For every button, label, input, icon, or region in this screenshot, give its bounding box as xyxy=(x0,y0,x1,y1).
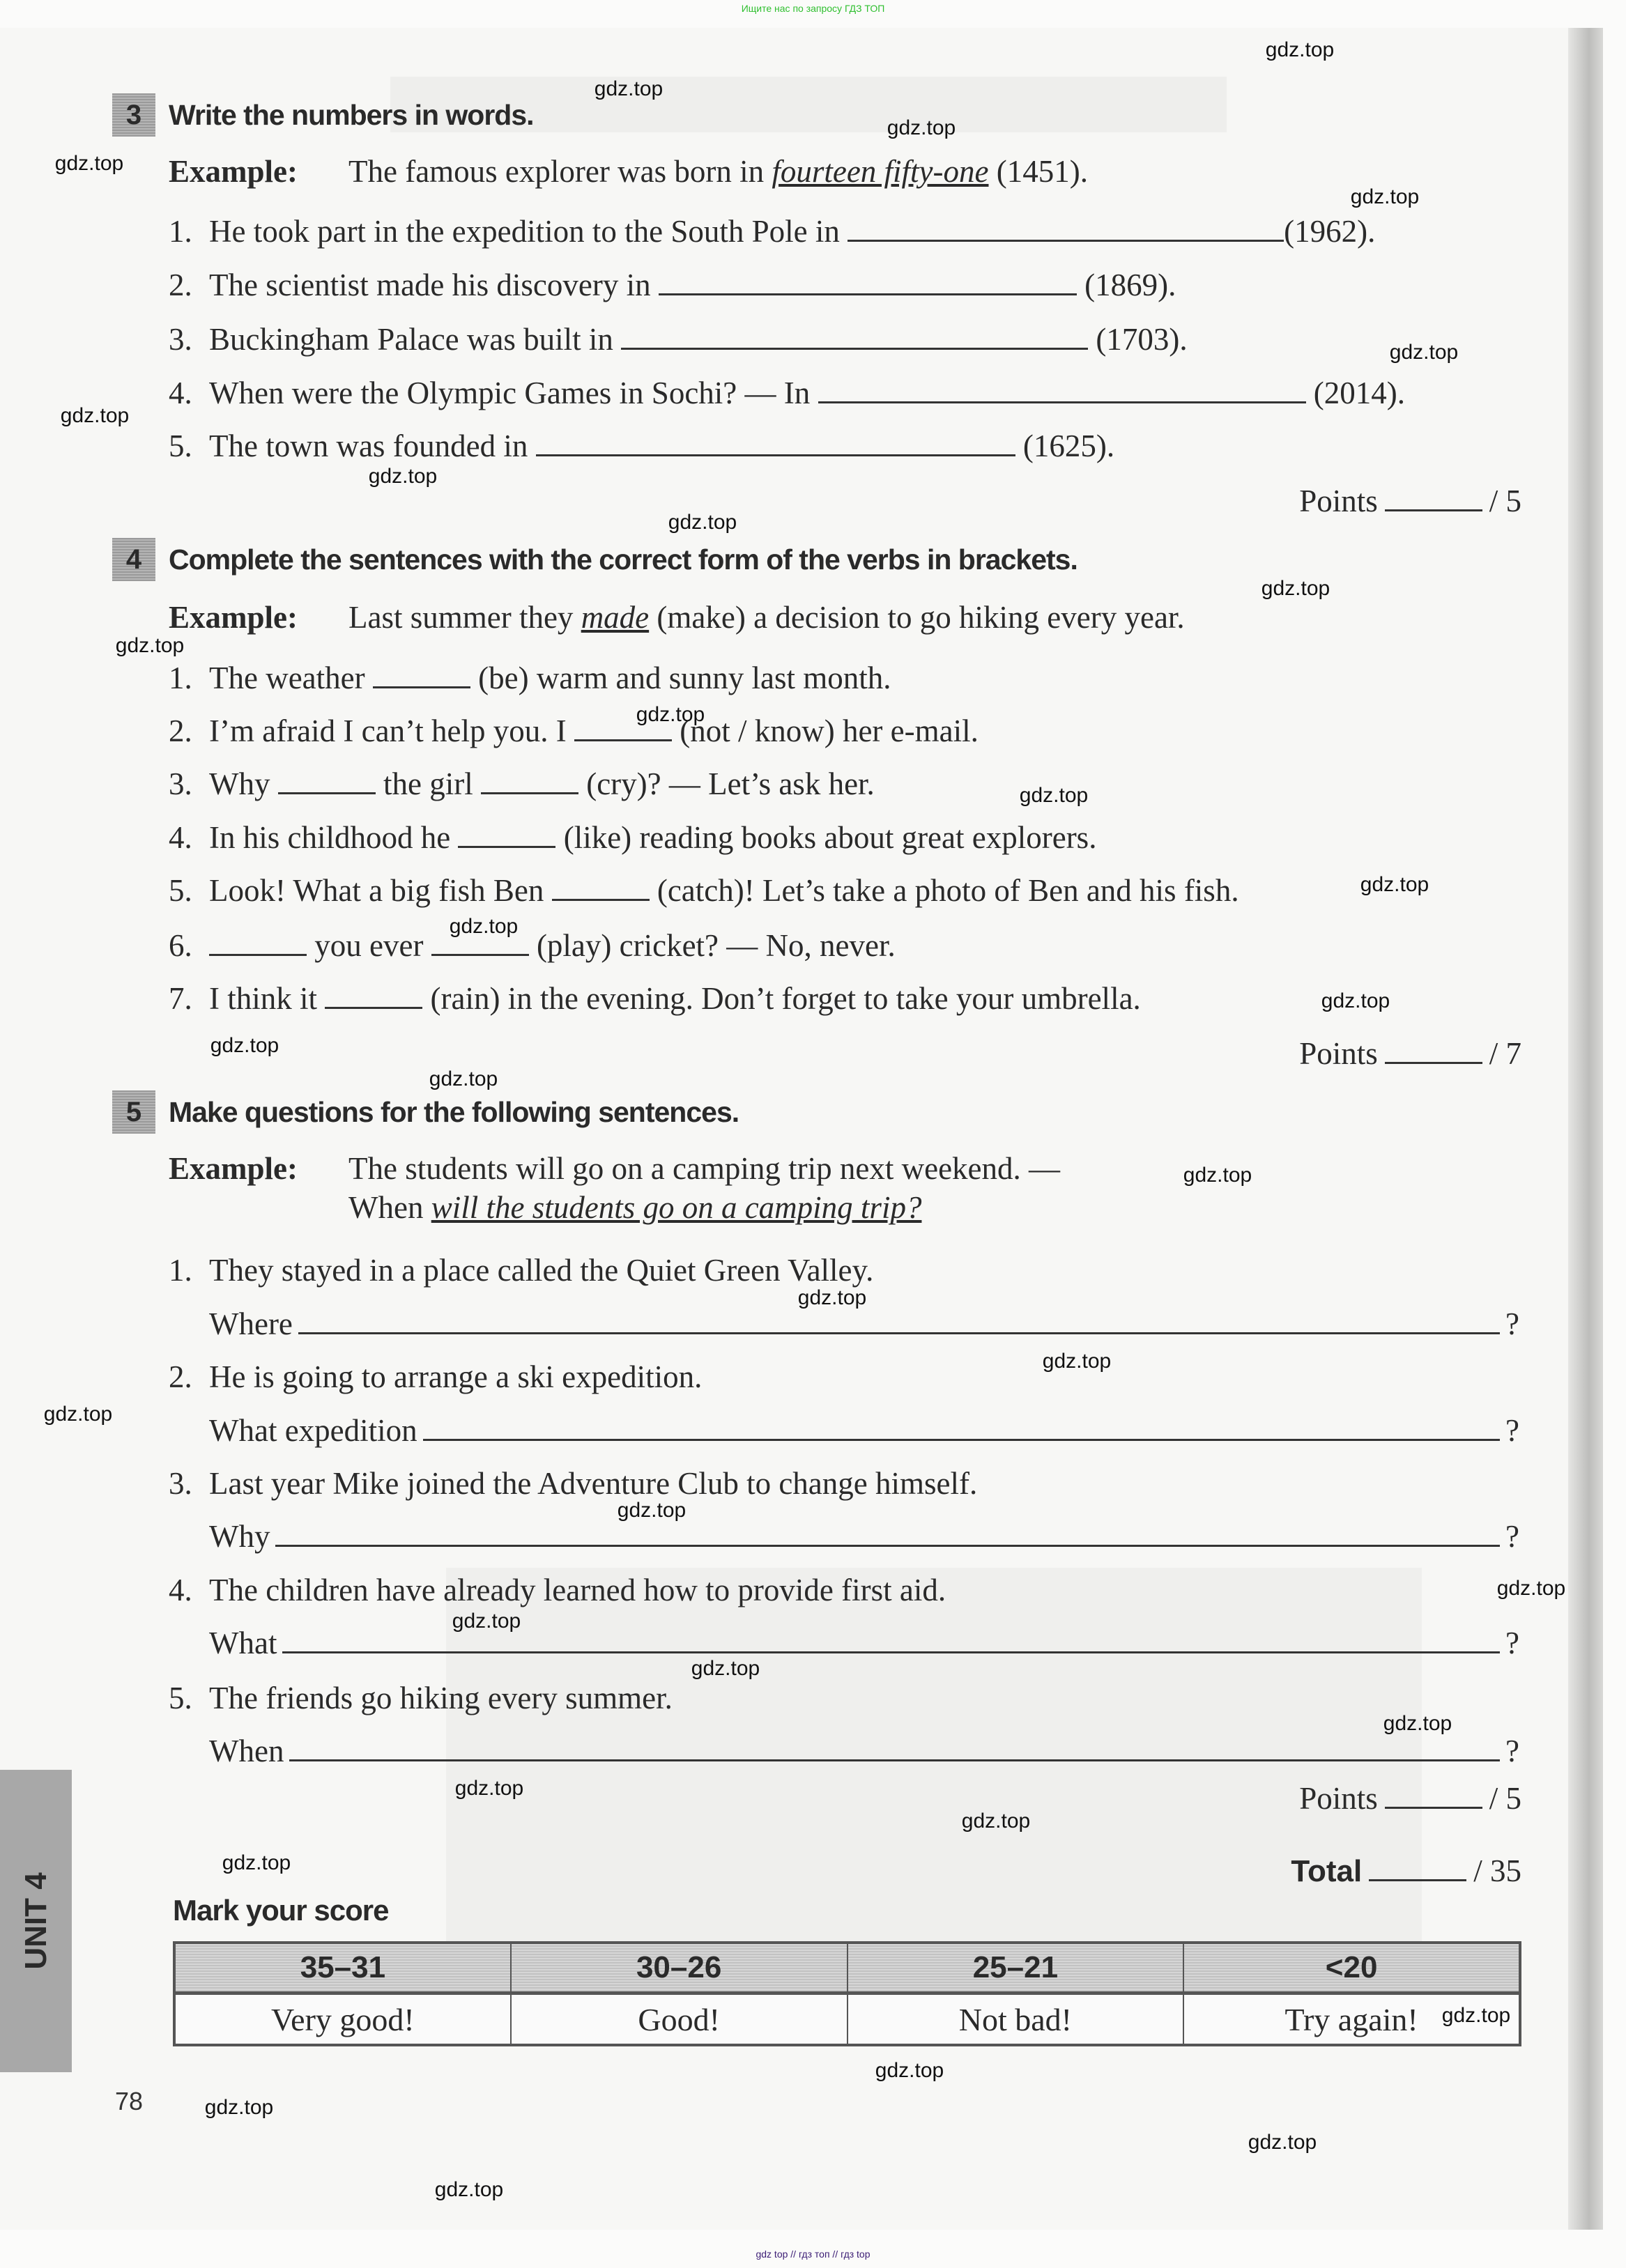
item-number: 6. xyxy=(169,928,192,963)
item-text: (be) warm and sunny last month. xyxy=(478,661,891,695)
points-label: Points xyxy=(1299,1781,1378,1816)
item-text: (cry)? — Let’s ask her. xyxy=(586,766,875,801)
exercise-5-answer-5 xyxy=(209,1731,1519,1771)
exercise-5-example xyxy=(169,1149,1060,1188)
example-text: (make) a decision to go hiking every year. xyxy=(649,600,1185,635)
question-start: What xyxy=(209,1626,277,1660)
exercise-3-example xyxy=(169,152,1088,191)
exercise-5-title: Make questions for the following sentences. xyxy=(169,1096,739,1128)
exercise-5-points xyxy=(1299,1779,1521,1818)
watermark: gdz.top xyxy=(1042,1350,1112,1373)
watermark: gdz.top xyxy=(452,1610,521,1633)
answer-blank[interactable] xyxy=(536,426,1015,456)
top-banner[interactable]: Ищите нас по запросу ГДЗ ТОП xyxy=(741,3,885,14)
item-text: Last year Mike joined the Adventure Club to change himself. xyxy=(209,1466,978,1501)
item-number: 3. xyxy=(169,322,192,357)
score-verdict: Very good! xyxy=(174,1993,511,2046)
score-range: 35–31 xyxy=(174,1943,511,1993)
score-verdict: Try again! xyxy=(1183,1993,1520,2046)
item-text: The friends go hiking every summer. xyxy=(209,1681,673,1715)
item-text: He is going to arrange a ski expedition. xyxy=(209,1359,703,1394)
item-number: 3. xyxy=(169,1466,192,1501)
item-number: 1. xyxy=(169,214,192,249)
answer-blank[interactable] xyxy=(818,373,1306,403)
answer-blank[interactable] xyxy=(847,212,1284,242)
question-mark: ? xyxy=(1505,1306,1519,1341)
watermark: gdz.top xyxy=(204,2096,274,2119)
exercise-3-points xyxy=(1299,481,1521,520)
item-text: The children have already learned how to provide first aid. xyxy=(209,1573,946,1607)
watermark: gdz.top xyxy=(1383,1712,1452,1735)
item-text: (catch)! Let’s take a photo of Ben and his fish. xyxy=(657,873,1239,908)
score-range: 25–21 xyxy=(847,1943,1184,1993)
item-year: (2014). xyxy=(1313,376,1405,410)
exercise-5-example-answer xyxy=(348,1188,921,1227)
item-text: They stayed in a place called the Quiet Green Valley. xyxy=(209,1253,874,1288)
watermark: gdz.top xyxy=(115,634,185,657)
item-number: 7. xyxy=(169,981,192,1016)
answer-blank[interactable] xyxy=(373,658,470,688)
exercise-3-item-1 xyxy=(169,212,1375,251)
item-number: 3. xyxy=(169,766,192,801)
watermark: gdz.top xyxy=(210,1034,279,1057)
exercise-4-item-1 xyxy=(169,658,891,697)
watermark: gdz.top xyxy=(449,915,519,938)
score-table xyxy=(173,1941,1521,2046)
answer-blank[interactable] xyxy=(278,764,376,794)
item-year: (1703). xyxy=(1096,322,1188,357)
watermark: gdz.top xyxy=(1265,38,1335,61)
answer-line[interactable] xyxy=(423,1411,1500,1441)
exercise-5-item-5 xyxy=(169,1679,673,1718)
item-text: (not / know) her e-mail. xyxy=(680,713,979,748)
watermark: gdz.top xyxy=(54,152,124,175)
question-mark: ? xyxy=(1505,1413,1519,1448)
watermark: gdz.top xyxy=(1248,2131,1317,2154)
exercise-5-item-4 xyxy=(169,1571,946,1610)
exercise-3-item-2 xyxy=(169,265,1176,304)
item-text: Buckingham Palace was built in xyxy=(209,322,613,357)
score-ranges-row xyxy=(174,1943,1520,1993)
watermark: gdz.top xyxy=(429,1067,498,1090)
answer-line[interactable] xyxy=(298,1304,1500,1334)
item-year: (1869). xyxy=(1084,268,1176,302)
exercise-4-number: 4 xyxy=(112,538,155,581)
answer-blank[interactable] xyxy=(325,979,422,1009)
points-max: / 7 xyxy=(1489,1036,1521,1071)
answer-blank[interactable] xyxy=(659,265,1077,295)
example-text: (1451). xyxy=(988,154,1088,189)
item-text: He took part in the expedition to the South Pole in xyxy=(209,214,840,249)
watermark: gdz.top xyxy=(1321,989,1390,1012)
points-label: Points xyxy=(1299,1036,1378,1071)
example-text: When xyxy=(348,1190,431,1225)
exercise-5-item-3 xyxy=(169,1464,977,1503)
exercise-5-item-2 xyxy=(169,1357,702,1396)
watermark: gdz.top xyxy=(617,1499,687,1522)
points-label: Points xyxy=(1299,484,1378,518)
points-blank[interactable] xyxy=(1385,1779,1482,1809)
exercise-5-answer-3 xyxy=(209,1517,1519,1556)
watermark: gdz.top xyxy=(887,116,956,139)
item-text: The weather xyxy=(209,661,365,695)
exercise-3-item-5 xyxy=(169,426,1114,465)
watermark: gdz.top xyxy=(1019,784,1089,807)
exercise-3-item-3 xyxy=(169,320,1188,359)
watermark: gdz.top xyxy=(594,77,664,100)
item-text: Look! What a big fish Ben xyxy=(209,873,544,908)
watermark: gdz.top xyxy=(454,1777,524,1800)
score-verdict: Good! xyxy=(511,1993,847,2046)
watermark: gdz.top xyxy=(43,1403,113,1426)
item-number: 2. xyxy=(169,1359,192,1394)
item-text: you ever xyxy=(314,928,424,963)
total-blank[interactable] xyxy=(1369,1851,1466,1881)
watermark: gdz.top xyxy=(961,1810,1031,1833)
total-label: Total xyxy=(1291,1854,1363,1888)
item-year: (1962). xyxy=(1284,214,1376,249)
watermark: gdz.top xyxy=(636,703,705,726)
watermark: gdz.top xyxy=(1496,1577,1566,1600)
exercise-3-item-4 xyxy=(169,373,1405,412)
exercise-4-example xyxy=(169,598,1185,637)
item-number: 1. xyxy=(169,1253,192,1288)
watermark: gdz.top xyxy=(1261,577,1330,600)
item-text: I’m afraid I can’t help you. I xyxy=(209,713,567,748)
exercise-3-number: 3 xyxy=(112,93,155,137)
exercise-4-title: Complete the sentences with the correct form of the verbs in brackets. xyxy=(169,543,1077,576)
points-max: / 5 xyxy=(1489,1781,1521,1816)
points-blank[interactable] xyxy=(1385,481,1482,511)
score-range: 30–26 xyxy=(511,1943,847,1993)
watermark: gdz.top xyxy=(691,1657,760,1680)
example-text: The students will go on a camping trip next weekend. — xyxy=(348,1151,1061,1186)
item-text: (play) cricket? — No, never. xyxy=(536,928,896,963)
question-start: Where xyxy=(209,1306,293,1341)
exercise-5-answer-1 xyxy=(209,1304,1519,1343)
item-text: the girl xyxy=(383,766,473,801)
exercise-5-answer-2 xyxy=(209,1411,1519,1450)
answer-blank[interactable] xyxy=(552,871,650,901)
item-number: 4. xyxy=(169,820,192,855)
example-label: Example: xyxy=(169,154,298,189)
question-mark: ? xyxy=(1505,1734,1519,1768)
question-mark: ? xyxy=(1505,1626,1519,1660)
item-text: The scientist made his discovery in xyxy=(209,268,651,302)
item-number: 5. xyxy=(169,873,192,908)
exercise-4-item-6 xyxy=(169,926,896,965)
item-text: (rain) in the evening. Don’t forget to take your umbrella. xyxy=(430,981,1141,1016)
example-text: The famous explorer was born in xyxy=(348,154,772,189)
watermark: gdz.top xyxy=(875,2059,944,2082)
example-answer: will the students go on a camping trip? xyxy=(431,1190,922,1225)
watermark: gdz.top xyxy=(434,2178,504,2201)
example-label: Example: xyxy=(169,600,298,635)
exercise-4-item-7 xyxy=(169,979,1141,1018)
item-number: 4. xyxy=(169,1573,192,1607)
watermark: gdz.top xyxy=(60,404,130,427)
points-max: / 5 xyxy=(1489,484,1521,518)
item-text: When were the Olympic Games in Sochi? — In xyxy=(209,376,811,410)
answer-blank[interactable] xyxy=(621,320,1088,350)
exercise-5-item-1 xyxy=(169,1251,873,1290)
watermark: gdz.top xyxy=(1350,185,1420,208)
item-number: 2. xyxy=(169,713,192,748)
example-answer: fourteen fifty-one xyxy=(772,154,989,189)
watermark: gdz.top xyxy=(1389,341,1459,364)
answer-line[interactable] xyxy=(289,1731,1500,1761)
item-number: 1. xyxy=(169,661,192,695)
item-number: 2. xyxy=(169,268,192,302)
score-verdicts-row xyxy=(174,1993,1520,2046)
score-range: <20 xyxy=(1183,1943,1520,1993)
item-number: 4. xyxy=(169,376,192,410)
item-year: (1625). xyxy=(1022,429,1115,463)
exercise-4-item-4 xyxy=(169,818,1096,857)
watermark: gdz.top xyxy=(797,1286,867,1309)
watermark: gdz.top xyxy=(1441,2004,1511,2027)
example-answer: made xyxy=(581,600,650,635)
exercise-4-item-5 xyxy=(169,871,1239,910)
points-blank[interactable] xyxy=(1385,1034,1482,1064)
item-text: The town was founded in xyxy=(209,429,528,463)
page-spine-shadow xyxy=(1568,28,1603,2230)
watermark: gdz.top xyxy=(1183,1164,1252,1187)
answer-blank[interactable] xyxy=(481,764,578,794)
item-text: (like) reading books about great explorers. xyxy=(563,820,1097,855)
exercise-4-points xyxy=(1299,1034,1521,1073)
item-text: In his childhood he xyxy=(209,820,451,855)
example-label: Example: xyxy=(169,1151,298,1186)
score-verdict: Not bad! xyxy=(847,1993,1184,2046)
item-number: 5. xyxy=(169,429,192,463)
mark-your-score-title: Mark your score xyxy=(173,1894,389,1927)
total-score xyxy=(1291,1851,1521,1890)
unit-label: UNIT 4 xyxy=(18,1872,53,1970)
watermark: gdz.top xyxy=(668,511,737,534)
question-start: Why xyxy=(209,1519,270,1554)
answer-blank[interactable] xyxy=(458,818,555,848)
page-number: 78 xyxy=(115,2087,144,2115)
exercise-4-item-2 xyxy=(169,711,979,750)
example-text: Last summer they xyxy=(348,600,581,635)
item-text: I think it xyxy=(209,981,317,1016)
item-text: Why xyxy=(209,766,270,801)
watermark: gdz.top xyxy=(1360,873,1429,896)
watermark: gdz.top xyxy=(368,465,438,488)
answer-line[interactable] xyxy=(275,1517,1500,1547)
item-number: 5. xyxy=(169,1681,192,1715)
question-mark: ? xyxy=(1505,1519,1519,1554)
footer-links[interactable]: gdz top // гдз топ // гдз top xyxy=(756,2248,870,2260)
exercise-4-item-3 xyxy=(169,764,875,803)
exercise-3-title: Write the numbers in words. xyxy=(169,99,534,131)
question-start: When xyxy=(209,1734,284,1768)
question-start: What expedition xyxy=(209,1413,417,1448)
exercise-5-answer-4 xyxy=(209,1623,1519,1663)
unit-side-tab xyxy=(0,1770,72,2072)
exercise-5-number: 5 xyxy=(112,1090,155,1134)
answer-blank[interactable] xyxy=(209,926,307,956)
watermark: gdz.top xyxy=(222,1851,291,1874)
total-max: / 35 xyxy=(1473,1853,1521,1888)
